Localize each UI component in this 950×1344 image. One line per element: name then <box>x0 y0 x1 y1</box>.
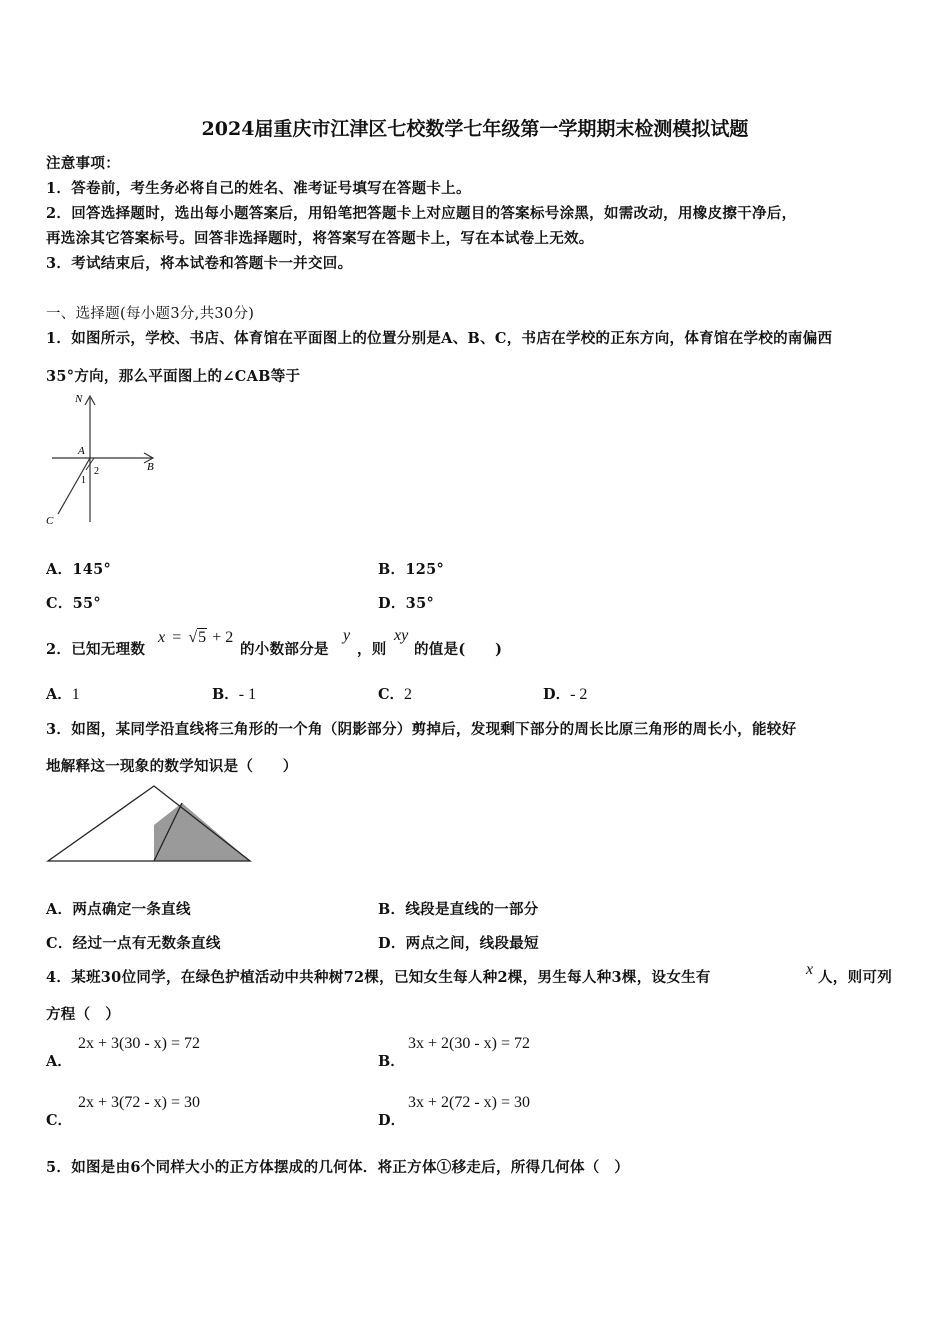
option-value: 1 <box>71 686 80 703</box>
q4-text-line1a: 4．某班30位同学，在绿色护植活动中共种树72棵，已知女生每人种2棵，男生每人种3棵，设女生有 <box>46 969 711 986</box>
q3-text-line1: 3．如图，某同学沿直线将三角形的一个角（阴影部分）剪掉后，发现剩下部分的周长比原三角形的周长小，能较好 <box>46 721 797 738</box>
var-y: y <box>343 627 351 644</box>
q1-text-line2: 35°方向，那么平面图上的∠CAB等于 <box>46 368 301 385</box>
q4-option-a-equation[interactable]: 2x + 3(30 - x) = 72 <box>78 1035 201 1052</box>
q2-option-a[interactable] <box>46 683 80 704</box>
equals-sign: = <box>172 629 182 646</box>
q5-text-line1: 5．如图是由6个同样大小的正方体摆成的几何体．将正方体①移走后，所得几何体（ ） <box>46 1159 630 1176</box>
var-xy: xy <box>394 627 409 644</box>
option-label: C． <box>378 686 405 703</box>
q4-option-c-label[interactable]: C． <box>46 1112 73 1129</box>
q1-option-c[interactable]: C．55° <box>46 595 101 612</box>
option-value: - 1 <box>238 686 257 703</box>
q4-option-c-equation[interactable]: 2x + 3(72 - x) = 30 <box>78 1094 201 1111</box>
option-label: B． <box>212 686 239 703</box>
q3-option-a[interactable]: A．两点确定一条直线 <box>46 901 191 918</box>
notice-item: 3．考试结束后，将本试卷和答题卡一并交回。 <box>46 255 353 272</box>
q3-option-c[interactable]: C．经过一点有无数条直线 <box>46 935 221 952</box>
q4-option-b-equation[interactable]: 3x + 2(30 - x) = 72 <box>408 1035 531 1052</box>
q2-prefix: 2．已知无理数 <box>46 641 146 658</box>
label-b: B <box>147 461 154 473</box>
q4-text-line1b: 人，则可列 <box>818 969 892 986</box>
q1-option-d[interactable]: D．35° <box>378 595 435 612</box>
sqrt-icon: √ <box>188 629 198 646</box>
q2-option-b[interactable] <box>212 683 256 704</box>
option-label: A． <box>46 686 72 703</box>
q4-text-line2: 方程（ ） <box>46 1006 120 1023</box>
q3-option-b[interactable]: B．线段是直线的一部分 <box>378 901 539 918</box>
option-value: - 2 <box>570 686 588 703</box>
notice-heading: 注意事项： <box>46 155 120 172</box>
label-2: 2 <box>94 466 99 477</box>
q1-text-line1: 1．如图所示，学校、书店、体育馆在平面图上的位置分别是A、B、C，书店在学校的正东方向，体育馆在学校的南偏西 <box>46 330 833 347</box>
notice-item: 2．回答选择题时，选出每小题答案后，用铅笔把答题卡上对应题目的答案标号涂黑，如需改动，用橡皮擦干净后， <box>46 205 797 222</box>
q1-figure <box>40 390 170 530</box>
q3-text-line2: 地解释这一现象的数学知识是（ ） <box>46 758 298 775</box>
section-heading: 一、选择题(每小题3分,共30分) <box>46 306 255 322</box>
q4-option-a-label[interactable]: A． <box>46 1053 72 1070</box>
var-x: x <box>806 961 814 978</box>
q2-option-c[interactable] <box>378 683 412 704</box>
q2-mid: 的小数部分是 <box>240 641 329 658</box>
var-x: x <box>158 629 166 646</box>
q1-option-a[interactable]: A．145° <box>46 561 112 578</box>
option-label: D． <box>543 686 571 703</box>
q2-expression <box>158 627 233 647</box>
q2-then: ，则 <box>357 641 387 658</box>
notice-item: 1．答卷前，考生务必将自己的姓名、准考证号填写在答题卡上。 <box>46 180 471 197</box>
q1-option-b[interactable]: B．125° <box>378 561 445 578</box>
q3-figure <box>44 783 256 867</box>
notice-item: 再选涂其它答案标号。回答非选择题时，将答案写在答题卡上，写在本试卷上无效。 <box>46 230 594 247</box>
label-a: A <box>78 445 85 457</box>
label-n: N <box>75 393 83 405</box>
ray-to-c <box>58 458 90 514</box>
label-1: 1 <box>81 475 86 486</box>
label-c: C <box>46 515 54 527</box>
q4-option-d-equation[interactable]: 3x + 2(72 - x) = 30 <box>408 1094 531 1111</box>
q4-option-d-label[interactable]: D． <box>378 1112 406 1129</box>
q3-option-d[interactable]: D．两点之间，线段最短 <box>378 935 539 952</box>
option-value: 2 <box>404 686 413 703</box>
q2-suffix: 的值是( ) <box>414 641 503 658</box>
sqrt-radicand: 5 <box>198 629 207 646</box>
plus-two: + 2 <box>212 629 234 646</box>
q2-option-d[interactable] <box>543 683 587 704</box>
q4-option-b-label[interactable]: B． <box>378 1053 405 1070</box>
page-title: 2024届重庆市江津区七校数学七年级第一学期期末检测模拟试题 <box>201 118 749 140</box>
